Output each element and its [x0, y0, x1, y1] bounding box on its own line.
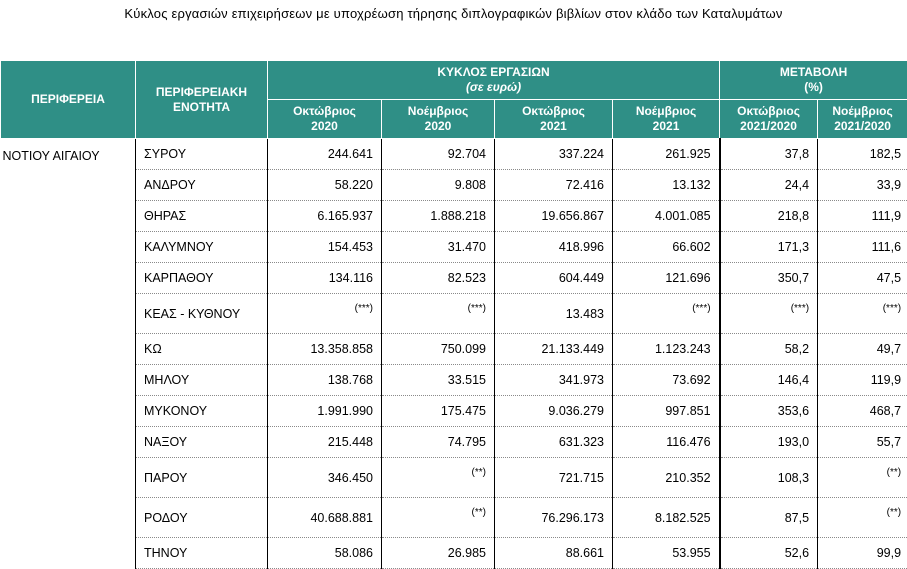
unit-cell: ΚΑΡΠΑΘΟΥ [136, 263, 268, 294]
header-turnover-sub: (σε ευρώ) [268, 80, 719, 95]
value-cell: 26.985 [382, 538, 495, 569]
unit-cell: ΝΑΞΟΥ [136, 427, 268, 458]
value-cell: 58.220 [268, 170, 382, 201]
header-col: Οκτώβριος 2021/2020 [720, 100, 818, 139]
value-cell: 134.116 [268, 263, 382, 294]
value-cell: 418.996 [495, 232, 613, 263]
table-body [1, 139, 907, 569]
value-cell: 72.416 [495, 170, 613, 201]
value-cell: 1.888.218 [382, 201, 495, 232]
value-cell: (***) [613, 294, 720, 334]
value-cell: 210.352 [613, 458, 720, 498]
value-cell: 4.001.085 [613, 201, 720, 232]
change-cell: 47,5 [818, 263, 907, 294]
header-region: ΠΕΡΙΦΕΡΕΙΑ [1, 61, 136, 139]
value-cell: 88.661 [495, 538, 613, 569]
unit-cell: ΑΝΔΡΟΥ [136, 170, 268, 201]
table-header [1, 61, 907, 139]
header-change [720, 61, 907, 100]
change-cell: 58,2 [720, 334, 818, 365]
change-cell: 49,7 [818, 334, 907, 365]
change-cell: 353,6 [720, 396, 818, 427]
value-cell: (***) [268, 294, 382, 334]
change-cell: 99,9 [818, 538, 907, 569]
header-col: Οκτώβριος 2020 [268, 100, 382, 139]
value-cell: 604.449 [495, 263, 613, 294]
change-cell: (***) [818, 294, 907, 334]
value-cell: 8.182.525 [613, 498, 720, 538]
value-cell: 175.475 [382, 396, 495, 427]
table-row [1, 201, 907, 232]
header-change-label: ΜΕΤΑΒΟΛΗ [720, 65, 907, 80]
table-row [1, 263, 907, 294]
value-cell: 13.132 [613, 170, 720, 201]
change-cell: 218,8 [720, 201, 818, 232]
change-cell: (**) [818, 498, 907, 538]
value-cell: 138.768 [268, 365, 382, 396]
value-cell: 92.704 [382, 139, 495, 170]
value-cell: 121.696 [613, 263, 720, 294]
value-cell: 74.795 [382, 427, 495, 458]
unit-cell: ΘΗΡΑΣ [136, 201, 268, 232]
value-cell: 750.099 [382, 334, 495, 365]
table-row [1, 498, 907, 538]
table-row [1, 427, 907, 458]
value-cell: 73.692 [613, 365, 720, 396]
value-cell: 116.476 [613, 427, 720, 458]
header-change-sub: (%) [720, 80, 907, 95]
change-cell: 193,0 [720, 427, 818, 458]
table-row [1, 170, 907, 201]
value-cell: 341.973 [495, 365, 613, 396]
change-cell: 111,6 [818, 232, 907, 263]
value-cell: 244.641 [268, 139, 382, 170]
value-cell: 261.925 [613, 139, 720, 170]
value-cell: 631.323 [495, 427, 613, 458]
value-cell: 13.483 [495, 294, 613, 334]
value-cell: 215.448 [268, 427, 382, 458]
value-cell: 337.224 [495, 139, 613, 170]
header-col: Νοέμβριος 2021 [613, 100, 720, 139]
header-turnover-label: ΚΥΚΛΟΣ ΕΡΓΑΣΙΩΝ [268, 65, 719, 80]
value-cell: 40.688.881 [268, 498, 382, 538]
value-cell: 33.515 [382, 365, 495, 396]
change-cell: 37,8 [720, 139, 818, 170]
table-row [1, 294, 907, 334]
value-cell: 82.523 [382, 263, 495, 294]
table-row [1, 458, 907, 498]
unit-cell: ΚΕΑΣ - ΚΥΘΝΟΥ [136, 294, 268, 334]
change-cell: 350,7 [720, 263, 818, 294]
header-unit: ΠΕΡΙΦΕΡΕΙΑΚΗ ΕΝΟΤΗΤΑ [136, 61, 268, 139]
region-cell: ΝΟΤΙΟΥ ΑΙΓΑΙΟΥ [1, 139, 136, 569]
change-cell: 182,5 [818, 139, 907, 170]
page-title: Κύκλος εργασιών επιχειρήσεων με υποχρέωση τήρησης διπλογραφικών βιβλίων στον κλάδο των Καταλυμάτων [0, 6, 907, 21]
change-cell: 33,9 [818, 170, 907, 201]
change-cell: 87,5 [720, 498, 818, 538]
value-cell: 76.296.173 [495, 498, 613, 538]
change-cell: 468,7 [818, 396, 907, 427]
change-cell: 52,6 [720, 538, 818, 569]
change-cell: 111,9 [818, 201, 907, 232]
value-cell: 13.358.858 [268, 334, 382, 365]
value-cell: 9.808 [382, 170, 495, 201]
unit-cell: ΣΥΡΟΥ [136, 139, 268, 170]
table-row [1, 365, 907, 396]
value-cell: 997.851 [613, 396, 720, 427]
unit-cell: ΜΥΚΟΝΟΥ [136, 396, 268, 427]
unit-cell: ΡΟΔΟΥ [136, 498, 268, 538]
value-cell: 1.123.243 [613, 334, 720, 365]
table-row [1, 538, 907, 569]
table-row [1, 334, 907, 365]
change-cell: (***) [720, 294, 818, 334]
change-cell: 55,7 [818, 427, 907, 458]
table-row [1, 139, 907, 170]
change-cell: 108,3 [720, 458, 818, 498]
table-row [1, 232, 907, 263]
value-cell: 9.036.279 [495, 396, 613, 427]
value-cell: (***) [382, 294, 495, 334]
value-cell: 1.991.990 [268, 396, 382, 427]
value-cell: 346.450 [268, 458, 382, 498]
unit-cell: ΤΗΝΟΥ [136, 538, 268, 569]
unit-cell: ΠΑΡΟΥ [136, 458, 268, 498]
turnover-table [0, 60, 907, 569]
unit-cell: ΚΩ [136, 334, 268, 365]
header-col: Οκτώβριος 2021 [495, 100, 613, 139]
change-cell: 171,3 [720, 232, 818, 263]
value-cell: (**) [382, 498, 495, 538]
value-cell: 66.602 [613, 232, 720, 263]
change-cell: (**) [818, 458, 907, 498]
value-cell: 6.165.937 [268, 201, 382, 232]
header-col: Νοέμβριος 2020 [382, 100, 495, 139]
header-turnover [268, 61, 720, 100]
change-cell: 146,4 [720, 365, 818, 396]
header-col: Νοέμβριος 2021/2020 [818, 100, 907, 139]
value-cell: 21.133.449 [495, 334, 613, 365]
value-cell: 19.656.867 [495, 201, 613, 232]
unit-cell: ΜΗΛΟΥ [136, 365, 268, 396]
value-cell: 53.955 [613, 538, 720, 569]
table-row [1, 396, 907, 427]
value-cell: 721.715 [495, 458, 613, 498]
value-cell: 154.453 [268, 232, 382, 263]
value-cell: 58.086 [268, 538, 382, 569]
value-cell: 31.470 [382, 232, 495, 263]
change-cell: 24,4 [720, 170, 818, 201]
value-cell: (**) [382, 458, 495, 498]
change-cell: 119,9 [818, 365, 907, 396]
unit-cell: ΚΑΛΥΜΝΟΥ [136, 232, 268, 263]
